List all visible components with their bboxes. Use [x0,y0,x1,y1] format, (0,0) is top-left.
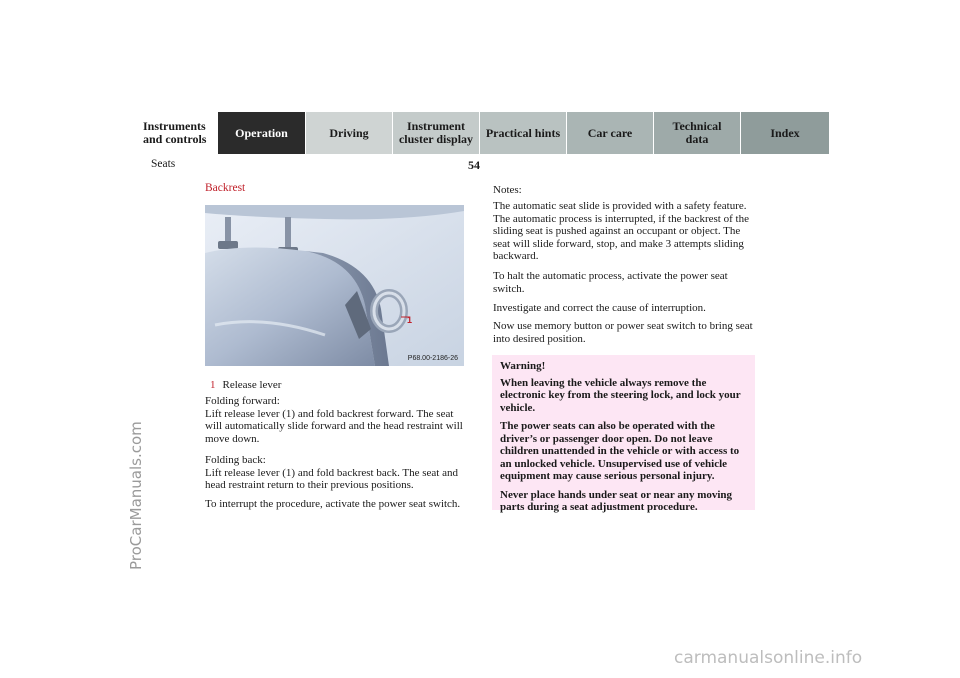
notes-title: Notes: [493,184,522,196]
tab-label: Driving [329,125,369,140]
callout-number: 1 [407,315,413,325]
tab-label: Instruments and controls [143,119,207,146]
warning-item: Never place hands under seat or near any moving parts during a seat adjustment procedure. [500,488,733,513]
bottom-watermark: carmanualsonline.info [674,648,863,668]
tab-operation[interactable] [218,112,305,154]
tab-label: Instrument cluster display [398,119,474,146]
figure-legend [210,379,281,391]
side-watermark: ProCarManuals.com [127,421,145,570]
section-title: Seats [151,158,176,170]
warning-box [492,355,755,513]
tab-driving[interactable] [306,112,392,154]
tab-instrument-cluster-display[interactable] [393,112,479,154]
figure-code: P68.00-2186-26 [407,355,458,362]
tab-label: Index [770,125,800,140]
notes-paragraph: The automatic seat slide is provided with a safety feature. The automatic process is interrupted, if the backrest of the sliding seat is pushed against an occupant or object. The seat will slide forward, stop, and make 3 attempts sliding backward. [493,200,749,263]
warning-item: When leaving the vehicle always remove the electronic key from the steering lock, and lock your vehicle. [500,376,741,414]
backrest-illustration [205,205,464,366]
folding-back-text: Lift release lever (1) and fold backrest back. The seat and head restraint return to their previous positions. [205,466,458,492]
folding-forward-paragraph [205,395,467,445]
legend-label: Release lever [222,379,282,391]
interrupt-paragraph: To interrupt the procedure, activate the power seat switch. [205,498,461,510]
tab-index[interactable] [741,112,829,154]
tab-car-care[interactable] [567,112,653,154]
page-number: 54 [468,158,480,172]
warning-title: Warning! [500,360,546,372]
folding-back-title: Folding back: [205,454,266,466]
chapter-navigation [0,112,960,154]
tab-label: Operation [235,125,288,140]
notes-paragraph: Investigate and correct the cause of interruption. [493,302,706,314]
backrest-heading: Backrest [205,182,246,194]
tab-label: Technical data [672,119,722,146]
tab-instruments-and-controls[interactable] [131,112,217,154]
tab-practical-hints[interactable] [480,112,566,154]
folding-forward-title: Folding forward: [205,395,280,407]
folding-forward-text: Lift release lever (1) and fold backrest forward. The seat will automatically slide forward and the head restraint will move down. [205,407,463,445]
notes-paragraph: To halt the automatic process, activate the power seat switch. [493,270,728,295]
tab-label: Practical hints [485,125,561,140]
notes-paragraph: Now use memory button or power seat switch to bring seat into desired position. [493,320,753,345]
folding-back-paragraph [205,454,467,492]
legend-number: 1 [210,379,216,391]
warning-item: The power seats can also be operated with the driver’s or passenger door open. Do not leave children unattended in the vehicle or with access to an unlocked vehicle. Unsupervised use of vehicle equipment may cause serious personal injury. [500,420,740,482]
seat-backrest-image [205,205,464,366]
tab-label: Car care [587,125,633,140]
tab-technical-data[interactable] [654,112,740,154]
